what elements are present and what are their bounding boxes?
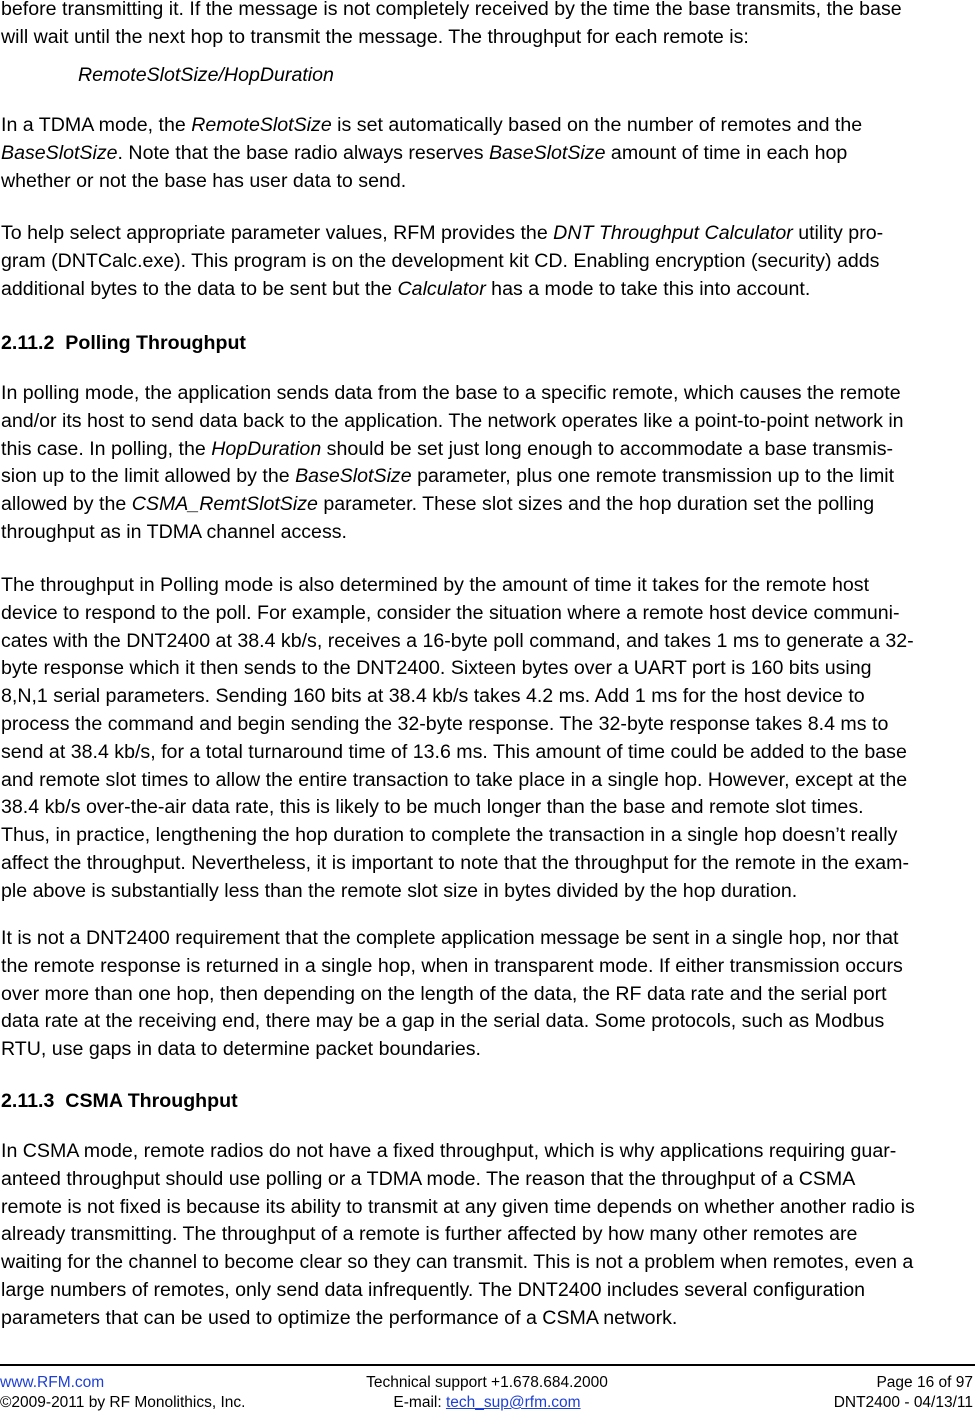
text-line: send at 38.4 kb/s, for a total turnaround time of 13.6 ms. This amount of time could be added to the base — [1, 740, 907, 763]
text-line: throughput as in TDMA channel access. — [1, 520, 347, 543]
text-line: In a TDMA mode, the RemoteSlotSize is set automatically based on the number of remotes and the — [1, 114, 863, 136]
text-line: this case. In polling, the HopDuration should be set just long enough to accommodate a base transmis- — [1, 437, 894, 460]
text-line: device to respond to the poll. For example, consider the situation where a remote host device communi- — [1, 601, 900, 624]
text-line: RTU, use gaps in data to determine packet boundaries. — [1, 1038, 481, 1061]
text-line: whether or not the base has user data to send. — [1, 169, 407, 192]
text-line: already transmitting. The throughput of a remote is further affected by how many other remotes are — [1, 1223, 858, 1246]
polling-paragraph-3 — [1, 925, 973, 1064]
text-line: affect the throughput. Nevertheless, it is important to note that the throughput for the remote in the exam- — [1, 851, 909, 874]
polling-paragraph-1 — [1, 380, 973, 547]
calculator-paragraph — [1, 220, 973, 303]
website-link[interactable]: www.RFM.com — [0, 1374, 105, 1391]
text-line: gram (DNTCalc.exe). This program is on the development kit CD. Enabling encryption (security) adds — [1, 249, 880, 272]
text-line: and remote slot times to allow the entire transaction to take place in a single hop. However, except at the — [1, 768, 908, 791]
text-line: BaseSlotSize. Note that the base radio always reserves BaseSlotSize amount of time in each hop — [1, 141, 848, 164]
text-line: before transmitting it. If the message is not completely received by the time the base transmits, the base — [1, 0, 902, 20]
csma-paragraph — [1, 1138, 973, 1333]
text-line: ple above is substantially less than the remote slot size in bytes divided by the hop duration. — [1, 879, 798, 902]
support-phone: Technical support +1.678.684.2000 — [366, 1374, 608, 1391]
text-line: In CSMA mode, remote radios do not have a fixed throughput, which is why applications requiring guar- — [1, 1140, 897, 1162]
text-line: The throughput in Polling mode is also determined by the amount of time it takes for the remote host — [1, 574, 870, 596]
text-line: 8,N,1 serial parameters. Sending 160 bits at 38.4 kb/s takes 4.2 ms. Add 1 ms for the host device to — [1, 685, 865, 708]
document-id: DNT2400 - 04/13/11 — [833, 1394, 973, 1411]
text-line: data rate at the receiving end, there may be a gap in the serial data. Some protocols, such as Modbus — [1, 1010, 885, 1033]
text-line: It is not a DNT2400 requirement that the complete application message be sent in a single hop, nor that — [1, 927, 899, 949]
text-line: cates with the DNT2400 at 38.4 kb/s, receives a 16-byte poll command, and takes 1 ms to generate a 32- — [1, 629, 914, 652]
text-line: anteed throughput should use polling or a TDMA mode. The reason that the throughput of a CSMA — [1, 1167, 856, 1190]
footer-left — [0, 1373, 245, 1413]
section-heading-csma: 2.11.3 CSMA Throughput — [1, 1090, 238, 1112]
footer-center — [322, 1373, 652, 1413]
text-line: additional bytes to the data to be sent but the Calculator has a mode to take this into account. — [1, 277, 811, 300]
text-line: Thus, in practice, lengthening the hop duration to complete the transaction in a single hop doesn’t really — [1, 824, 898, 847]
text-line: parameters that can be used to optimize the performance of a CSMA network. — [1, 1306, 678, 1329]
intro-paragraph — [1, 0, 973, 52]
text-line: sion up to the limit allowed by the BaseSlotSize parameter, plus one remote transmission up to the limit — [1, 465, 895, 488]
text-line: byte response which it then sends to the DNT2400. Sixteen bytes over a UART port is 160 bits using — [1, 657, 872, 680]
text-line: To help select appropriate parameter values, RFM provides the DNT Throughput Calculator utility pro- — [1, 222, 884, 244]
text-line: remote is not fixed is because its ability to transmit at any given time depends on whether another radio is — [1, 1195, 915, 1218]
text-line: process the command and begin sending the 32-byte response. The 32-byte response takes 8.4 ms to — [1, 712, 889, 735]
section-heading-polling: 2.11.2 Polling Throughput — [1, 332, 246, 354]
tdma-paragraph — [1, 112, 973, 195]
text-line: In polling mode, the application sends data from the base to a specific remote, which causes the remote — [1, 382, 901, 404]
copyright-text: ©2009-2011 by RF Monolithics, Inc. — [0, 1394, 246, 1411]
footer-right — [834, 1373, 973, 1413]
email-link[interactable]: tech_sup@rfm.com — [445, 1394, 581, 1411]
text-line: 38.4 kb/s over-the-air data rate, this is likely to be much longer than the base and remote slot times. — [1, 796, 864, 819]
text-line: waiting for the channel to become clear so they can transmit. This is not a problem when remotes, even a — [1, 1251, 914, 1274]
text-line: large numbers of remotes, only send data infrequently. The DNT2400 includes several configuration — [1, 1278, 866, 1301]
email-label: E-mail: — [393, 1394, 446, 1411]
page-number: Page 16 of 97 — [876, 1374, 973, 1391]
footer-divider — [0, 1364, 975, 1366]
text-line: the remote response is returned in a single hop, when in transparent mode. If either transmission occurs — [1, 954, 903, 977]
text-line: and/or its host to send data back to the application. The network operates like a point-to-point network in — [1, 409, 904, 432]
text-line: over more than one hop, then depending on the length of the data, the RF data rate and the serial port — [1, 982, 887, 1005]
text-line: allowed by the CSMA_RemtSlotSize parameter. These slot sizes and the hop duration set the polling — [1, 493, 875, 516]
throughput-formula: RemoteSlotSize/HopDuration — [78, 64, 334, 86]
text-line: will wait until the next hop to transmit the message. The throughput for each remote is: — [1, 25, 749, 48]
polling-paragraph-2 — [1, 572, 973, 906]
